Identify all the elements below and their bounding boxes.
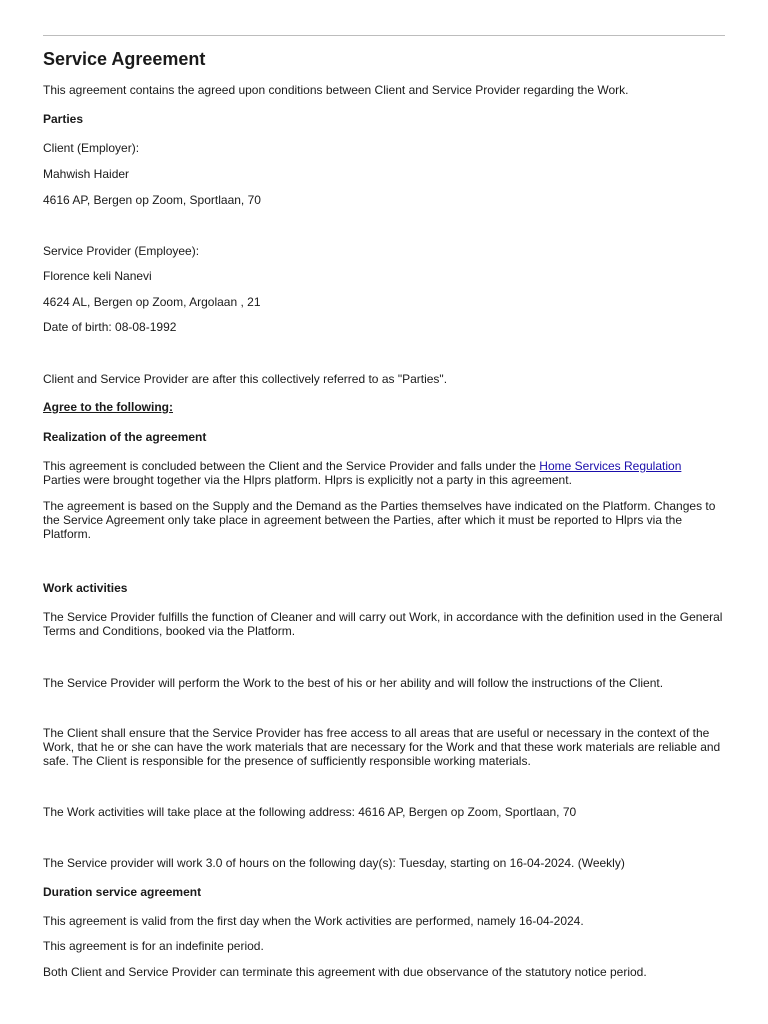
work-paragraph-5: The Service provider will work 3.0 of hours on the following day(s): Tuesday, starting on 16-04-2024. (Weekly) — [43, 856, 625, 870]
page-title: Service Agreement — [43, 49, 206, 69]
client-label: Client (Employer): — [43, 141, 140, 155]
top-divider — [43, 35, 725, 36]
work-paragraph-2: The Service Provider will perform the Work to the best of his or her ability and will follow the instructions of the Client. — [43, 676, 664, 690]
realization-paragraph-2: The agreement is based on the Supply and the Demand as the Parties themselves have indicated on the Platform. Changes to the Service Agreement only take place in agreement between the Parties, after which it must be reported to Hlprs via the Platform. — [43, 499, 716, 541]
work-paragraph-3: The Client shall ensure that the Service Provider has free access to all areas that are useful or necessary in the context of the Work, that he or she can have the work materials that are necessary for the Work and that these work materials are reliable and safe. The Client is responsible for the presence of sufficiently responsible working materials. — [43, 726, 721, 768]
provider-address: 4624 AL, Bergen op Zoom, Argolaan , 21 — [43, 295, 261, 309]
home-services-regulation-link[interactable]: Home Services Regulation — [539, 459, 682, 473]
work-heading: Work activities — [43, 581, 128, 595]
realization-heading: Realization of the agreement — [43, 430, 207, 444]
provider-label: Service Provider (Employee): — [43, 244, 200, 258]
client-address: 4616 AP, Bergen op Zoom, Sportlaan, 70 — [43, 193, 261, 207]
realization-p1-after: Parties were brought together via the Hlprs platform. Hlprs is explicitly not a party in this agreement. — [43, 473, 572, 487]
agree-heading: Agree to the following: — [43, 400, 173, 414]
parties-heading: Parties — [43, 112, 84, 126]
duration-heading: Duration service agreement — [43, 885, 202, 899]
intro-paragraph: This agreement contains the agreed upon conditions between Client and Service Provider regarding the Work. — [43, 83, 629, 97]
realization-paragraph-1 — [43, 459, 733, 487]
client-name: Mahwish Haider — [43, 167, 130, 181]
duration-paragraph-2: This agreement is for an indefinite period. — [43, 939, 264, 953]
work-paragraph-1: The Service Provider fulfills the function of Cleaner and will carry out Work, in accordance with the definition used in the General Terms and Conditions, booked via the Platform. — [43, 610, 723, 638]
provider-dob: Date of birth: 08-08-1992 — [43, 320, 177, 334]
realization-p1-text: This agreement is concluded between the Client and the Service Provider and falls under the — [43, 459, 540, 473]
duration-paragraph-3: Both Client and Service Provider can terminate this agreement with due observance of the statutory notice period. — [43, 965, 647, 979]
parties-collective: Client and Service Provider are after this collectively referred to as "Parties". — [43, 372, 448, 386]
provider-name: Florence keli Nanevi — [43, 269, 152, 283]
duration-paragraph-1: This agreement is valid from the first day when the Work activities are performed, namely 16-04-2024. — [43, 914, 584, 928]
work-paragraph-4: The Work activities will take place at the following address: 4616 AP, Bergen op Zoom, Sportlaan, 70 — [43, 805, 577, 819]
